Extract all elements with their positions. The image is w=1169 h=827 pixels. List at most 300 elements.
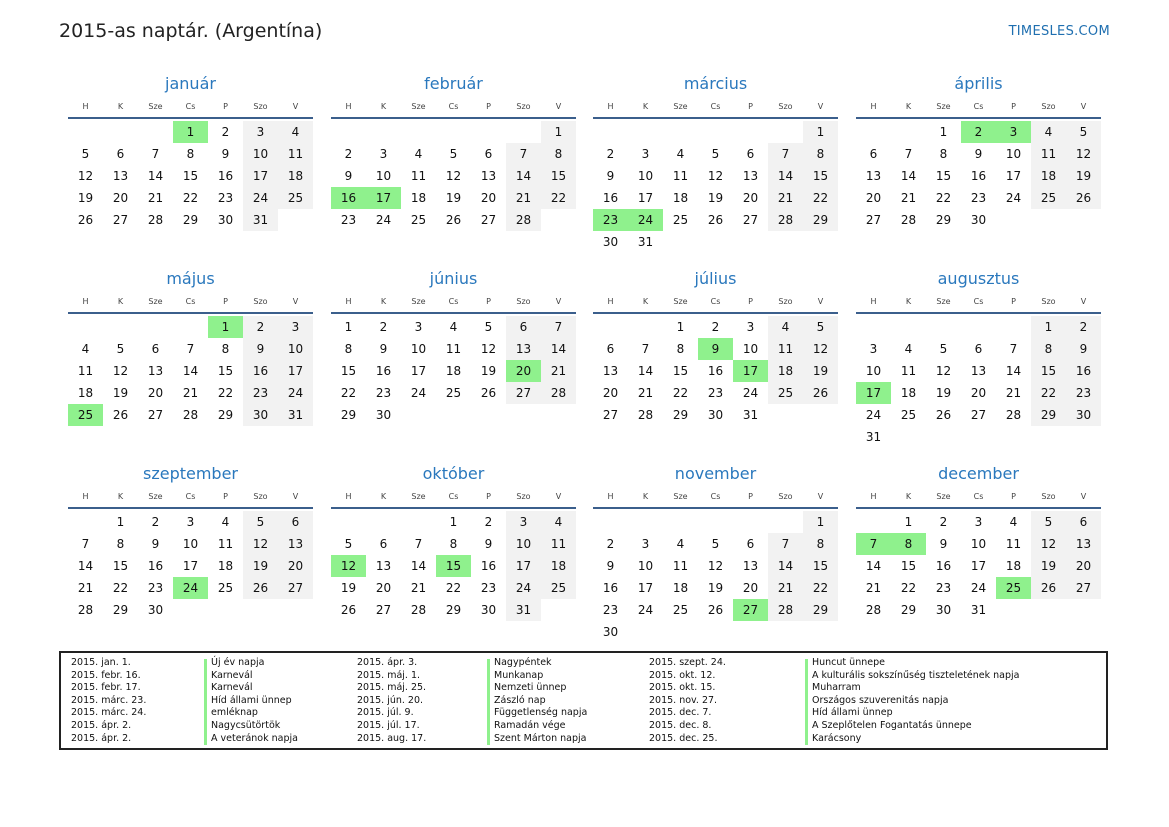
empty-cell <box>471 121 506 143</box>
day-cell: 4 <box>1031 121 1066 143</box>
day-cell: 30 <box>1066 404 1101 426</box>
day-cell: 26 <box>707 603 724 617</box>
day-cell: 28 <box>768 599 803 621</box>
header-divider <box>856 507 1101 509</box>
legend-color-bar <box>204 659 207 745</box>
day-cell: 3 <box>641 147 650 161</box>
day-cell: 23 <box>935 581 952 595</box>
empty-cell <box>856 316 891 338</box>
weekday-label: Szo <box>516 491 531 501</box>
day-grid <box>331 511 576 621</box>
day-cell: 19 <box>243 555 278 577</box>
day-cell: 26 <box>707 213 724 227</box>
empty-cell <box>138 316 173 338</box>
day-cell: 29 <box>112 603 129 617</box>
day-cell: 5 <box>1031 511 1066 533</box>
day-cell: 5 <box>711 147 720 161</box>
day-cell: 9 <box>1066 338 1101 360</box>
day-cell: 7 <box>541 316 576 338</box>
day-cell: 8 <box>186 147 195 161</box>
day-grid <box>68 511 313 621</box>
day-cell: 3 <box>506 511 541 533</box>
day-cell: 6 <box>116 147 125 161</box>
weekday-label: Sze <box>936 296 951 306</box>
day-cell: 25 <box>1031 187 1066 209</box>
empty-cell <box>593 121 628 143</box>
day-cell: 12 <box>707 169 724 183</box>
day-cell: 7 <box>768 533 803 555</box>
month-name: február <box>424 74 483 93</box>
day-cell: 21 <box>768 577 803 599</box>
day-cell: 27 <box>147 408 164 422</box>
empty-cell <box>68 316 103 338</box>
day-cell: 9 <box>379 342 388 356</box>
day-cell: 8 <box>344 342 353 356</box>
month-name: október <box>422 464 485 483</box>
weekday-label: Sze <box>936 101 951 111</box>
day-cell: 13 <box>602 364 619 378</box>
holiday-day-cell: 17 <box>856 382 891 404</box>
day-cell: 15 <box>182 169 199 183</box>
weekday-label: V <box>1080 491 1087 501</box>
day-cell: 6 <box>506 316 541 338</box>
weekday-label: H <box>870 101 877 111</box>
month-name: augusztus <box>937 269 1020 288</box>
day-cell: 15 <box>803 555 838 577</box>
day-cell: 16 <box>375 364 392 378</box>
legend-holiday-name: Szent Márton napja <box>494 732 587 744</box>
weekday-label: Szo <box>253 101 268 111</box>
day-cell: 6 <box>1066 511 1101 533</box>
empty-cell <box>68 511 103 533</box>
day-cell: 27 <box>480 213 497 227</box>
day-cell: 9 <box>484 537 493 551</box>
holiday-day-cell: 24 <box>628 209 663 231</box>
empty-cell <box>698 121 733 143</box>
day-cell: 9 <box>974 147 983 161</box>
legend-date: 2015. jan. 1. <box>71 657 131 668</box>
legend-date: 2015. dec. 8. <box>649 720 712 731</box>
day-cell: 12 <box>707 559 724 573</box>
day-cell: 27 <box>970 408 987 422</box>
header-divider <box>856 312 1101 314</box>
day-cell: 10 <box>865 364 882 378</box>
day-cell: 26 <box>480 386 497 400</box>
header-divider <box>856 117 1101 119</box>
day-cell: 5 <box>243 511 278 533</box>
legend-color-bar <box>487 659 490 745</box>
weekday-label: K <box>380 101 387 111</box>
weekday-label: V <box>817 491 824 501</box>
day-cell: 5 <box>803 316 838 338</box>
day-cell: 7 <box>1009 342 1018 356</box>
day-grid <box>68 121 313 231</box>
weekday-label: V <box>1080 296 1087 306</box>
day-cell: 15 <box>1031 360 1066 382</box>
day-cell: 18 <box>410 191 427 205</box>
weekday-label: K <box>905 491 912 501</box>
day-cell: 3 <box>414 320 423 334</box>
day-cell: 25 <box>410 213 427 227</box>
month-május <box>68 267 313 426</box>
day-cell: 1 <box>939 125 948 139</box>
day-cell: 18 <box>541 555 576 577</box>
weekday-label: Szo <box>516 296 531 306</box>
month-január <box>68 72 313 231</box>
day-cell: 4 <box>541 511 576 533</box>
day-cell: 8 <box>803 533 838 555</box>
day-cell: 2 <box>344 147 353 161</box>
day-cell: 29 <box>803 599 838 621</box>
day-cell: 3 <box>243 121 278 143</box>
weekday-label: V <box>1080 101 1087 111</box>
day-cell: 31 <box>278 404 313 426</box>
day-cell: 4 <box>768 316 803 338</box>
weekday-label: P <box>1011 491 1016 501</box>
empty-cell <box>663 511 698 533</box>
day-cell: 23 <box>480 581 497 595</box>
legend-color-bar <box>805 659 808 745</box>
weekday-label: Sze <box>148 296 163 306</box>
empty-cell <box>663 121 698 143</box>
day-cell: 14 <box>768 555 803 577</box>
day-cell: 21 <box>506 187 541 209</box>
day-cell: 19 <box>1066 165 1101 187</box>
day-cell: 12 <box>803 338 838 360</box>
day-cell: 30 <box>147 603 164 617</box>
day-cell: 15 <box>541 165 576 187</box>
legend-holiday-name: Karnevál <box>211 682 253 694</box>
day-cell: 12 <box>243 533 278 555</box>
weekday-label: K <box>905 296 912 306</box>
weekday-label: Sze <box>411 296 426 306</box>
legend-date: 2015. márc. 24. <box>71 707 147 719</box>
day-cell: 6 <box>869 147 878 161</box>
day-cell: 24 <box>375 213 392 227</box>
day-cell: 22 <box>935 191 952 205</box>
day-cell: 4 <box>676 537 685 551</box>
day-cell: 15 <box>112 559 129 573</box>
day-cell: 14 <box>541 338 576 360</box>
day-cell: 2 <box>711 320 720 334</box>
day-cell: 22 <box>541 187 576 209</box>
header-divider <box>593 507 838 509</box>
empty-cell <box>593 511 628 533</box>
day-grid <box>593 121 838 253</box>
day-cell: 30 <box>935 603 952 617</box>
day-cell: 19 <box>340 581 357 595</box>
day-cell: 11 <box>410 169 427 183</box>
day-cell: 16 <box>1066 360 1101 382</box>
day-cell: 10 <box>278 338 313 360</box>
empty-cell <box>926 316 961 338</box>
month-name: szeptember <box>142 464 238 483</box>
weekday-label: K <box>117 101 124 111</box>
weekday-label: V <box>555 296 562 306</box>
day-cell: 23 <box>217 191 234 205</box>
weekday-label: Cs <box>710 101 721 111</box>
weekday-label: P <box>223 296 228 306</box>
month-november <box>593 462 838 643</box>
day-cell: 27 <box>602 408 619 422</box>
empty-cell <box>506 121 541 143</box>
month-name: július <box>694 269 737 288</box>
day-cell: 28 <box>1005 408 1022 422</box>
weekday-label: Cs <box>973 491 984 501</box>
day-cell: 27 <box>1066 577 1101 599</box>
empty-cell <box>891 316 926 338</box>
day-cell: 26 <box>1066 187 1101 209</box>
day-cell: 10 <box>970 537 987 551</box>
day-cell: 19 <box>707 191 724 205</box>
day-cell: 29 <box>340 408 357 422</box>
day-cell: 10 <box>243 143 278 165</box>
weekday-label: Cs <box>448 101 459 111</box>
weekday-label: K <box>380 491 387 501</box>
day-cell: 26 <box>112 408 129 422</box>
weekday-label: H <box>345 296 352 306</box>
day-cell: 31 <box>970 603 987 617</box>
day-cell: 12 <box>112 364 129 378</box>
day-cell: 6 <box>974 342 983 356</box>
day-cell: 12 <box>445 169 462 183</box>
day-cell: 8 <box>221 342 230 356</box>
day-cell: 5 <box>484 320 493 334</box>
day-cell: 1 <box>803 121 838 143</box>
page-title: 2015-as naptár. (Argentína) <box>59 20 323 42</box>
day-cell: 29 <box>217 408 234 422</box>
day-cell: 1 <box>676 320 685 334</box>
day-cell: 21 <box>541 360 576 382</box>
day-cell: 4 <box>278 121 313 143</box>
day-cell: 5 <box>939 342 948 356</box>
day-cell: 2 <box>221 125 230 139</box>
legend-holiday-name: Nagypéntek <box>494 657 552 668</box>
legend-date: 2015. szept. 24. <box>649 657 726 668</box>
holiday-day-cell: 7 <box>856 533 891 555</box>
day-cell: 29 <box>900 603 917 617</box>
day-cell: 13 <box>506 338 541 360</box>
day-grid <box>331 316 576 426</box>
empty-cell <box>733 121 768 143</box>
day-cell: 3 <box>746 320 755 334</box>
day-cell: 7 <box>414 537 423 551</box>
day-cell: 21 <box>865 581 882 595</box>
day-cell: 12 <box>480 342 497 356</box>
header-divider <box>331 117 576 119</box>
day-cell: 7 <box>506 143 541 165</box>
day-cell: 22 <box>340 386 357 400</box>
weekday-label: H <box>870 491 877 501</box>
day-cell: 19 <box>480 364 497 378</box>
day-cell: 16 <box>147 559 164 573</box>
month-name: december <box>938 464 1019 483</box>
day-cell: 1 <box>904 515 913 529</box>
weekday-header <box>593 291 838 311</box>
empty-cell <box>68 121 103 143</box>
weekday-label: V <box>292 101 299 111</box>
day-cell: 16 <box>602 581 619 595</box>
day-cell: 11 <box>672 559 689 573</box>
day-cell: 11 <box>77 364 94 378</box>
day-grid <box>68 316 313 426</box>
holiday-day-cell: 2 <box>961 121 996 143</box>
day-cell: 7 <box>768 143 803 165</box>
weekday-label: K <box>905 101 912 111</box>
empty-cell <box>366 121 401 143</box>
legend-holiday-name: Munkanap <box>494 669 544 681</box>
empty-cell <box>698 511 733 533</box>
legend-date: 2015. júl. 9. <box>357 707 414 719</box>
day-cell: 25 <box>672 213 689 227</box>
weekday-label: Sze <box>673 101 688 111</box>
day-cell: 14 <box>1005 364 1022 378</box>
day-cell: 26 <box>340 603 357 617</box>
day-cell: 29 <box>1031 404 1066 426</box>
day-cell: 16 <box>243 360 278 382</box>
brand-link[interactable]: TIMESLES.COM <box>1008 24 1110 39</box>
day-cell: 4 <box>449 320 458 334</box>
day-cell: 2 <box>606 147 615 161</box>
day-grid <box>331 121 576 231</box>
day-cell: 24 <box>506 577 541 599</box>
empty-cell <box>401 121 436 143</box>
day-cell: 12 <box>77 169 94 183</box>
weekday-label: V <box>817 101 824 111</box>
day-cell: 15 <box>935 169 952 183</box>
empty-cell <box>628 511 663 533</box>
holiday-day-cell: 17 <box>733 360 768 382</box>
day-cell: 11 <box>445 342 462 356</box>
day-cell: 18 <box>768 360 803 382</box>
empty-cell <box>856 121 891 143</box>
legend-holiday-name: Híd állami ünnep <box>211 694 292 706</box>
weekday-label: Sze <box>673 491 688 501</box>
weekday-label: P <box>748 491 753 501</box>
day-cell: 14 <box>637 364 654 378</box>
day-cell: 26 <box>445 213 462 227</box>
day-cell: 6 <box>746 147 755 161</box>
day-cell: 20 <box>480 191 497 205</box>
day-cell: 28 <box>637 408 654 422</box>
day-cell: 9 <box>606 169 615 183</box>
day-cell: 31 <box>865 430 882 444</box>
day-cell: 10 <box>637 169 654 183</box>
day-cell: 14 <box>865 559 882 573</box>
day-cell: 13 <box>278 533 313 555</box>
day-cell: 7 <box>641 342 650 356</box>
weekday-label: H <box>82 101 89 111</box>
day-cell: 13 <box>147 364 164 378</box>
weekday-label: P <box>1011 296 1016 306</box>
weekday-label: K <box>117 296 124 306</box>
day-grid <box>856 121 1101 231</box>
weekday-label: Cs <box>973 101 984 111</box>
day-cell: 5 <box>116 342 125 356</box>
day-cell: 25 <box>278 187 313 209</box>
weekday-header <box>856 486 1101 506</box>
day-cell: 3 <box>869 342 878 356</box>
day-cell: 21 <box>410 581 427 595</box>
empty-cell <box>401 511 436 533</box>
day-cell: 18 <box>672 191 689 205</box>
day-cell: 28 <box>182 408 199 422</box>
day-cell: 20 <box>278 555 313 577</box>
day-cell: 21 <box>147 191 164 205</box>
day-cell: 26 <box>1031 577 1066 599</box>
empty-cell <box>331 121 366 143</box>
day-cell: 10 <box>1005 147 1022 161</box>
day-cell: 14 <box>77 559 94 573</box>
day-cell: 13 <box>970 364 987 378</box>
legend-holiday-name: Karácsony <box>812 732 862 744</box>
day-cell: 11 <box>1031 143 1066 165</box>
empty-cell <box>436 121 471 143</box>
day-cell: 30 <box>970 213 987 227</box>
month-name: január <box>165 74 216 93</box>
day-cell: 7 <box>186 342 195 356</box>
empty-cell <box>768 511 803 533</box>
day-cell: 26 <box>935 408 952 422</box>
day-cell: 20 <box>865 191 882 205</box>
day-cell: 8 <box>116 537 125 551</box>
weekday-label: P <box>486 101 491 111</box>
day-cell: 2 <box>939 515 948 529</box>
day-cell: 26 <box>77 213 94 227</box>
holiday-day-cell: 23 <box>593 209 628 231</box>
legend-holiday-name: Új év napja <box>211 657 265 668</box>
day-cell: 3 <box>641 537 650 551</box>
weekday-label: P <box>748 101 753 111</box>
day-cell: 23 <box>602 603 619 617</box>
weekday-header <box>331 291 576 311</box>
empty-cell <box>628 316 663 338</box>
weekday-label: P <box>1011 101 1016 111</box>
day-cell: 10 <box>506 533 541 555</box>
day-cell: 16 <box>935 559 952 573</box>
weekday-label: Cs <box>448 491 459 501</box>
day-cell: 17 <box>637 191 654 205</box>
day-cell: 27 <box>506 382 541 404</box>
day-cell: 29 <box>935 213 952 227</box>
day-cell: 28 <box>541 382 576 404</box>
day-cell: 13 <box>742 169 759 183</box>
day-cell: 19 <box>935 386 952 400</box>
day-cell: 1 <box>344 320 353 334</box>
legend-holiday-name: Nagycsütörtök <box>211 720 281 731</box>
weekday-label: Cs <box>710 491 721 501</box>
day-cell: 3 <box>278 316 313 338</box>
day-cell: 23 <box>1066 382 1101 404</box>
day-cell: 5 <box>81 147 90 161</box>
legend-date: 2015. ápr. 2. <box>71 720 132 731</box>
holiday-day-cell: 3 <box>996 121 1031 143</box>
day-cell: 15 <box>217 364 234 378</box>
day-cell: 16 <box>480 559 497 573</box>
weekday-label: Cs <box>185 101 196 111</box>
weekday-label: K <box>642 296 649 306</box>
weekday-header <box>593 96 838 116</box>
day-cell: 12 <box>1066 143 1101 165</box>
holiday-legend <box>59 651 1108 750</box>
day-cell: 13 <box>375 559 392 573</box>
day-cell: 20 <box>970 386 987 400</box>
month-június <box>331 267 576 426</box>
header-divider <box>331 312 576 314</box>
day-cell: 29 <box>803 209 838 231</box>
empty-cell <box>891 121 926 143</box>
weekday-label: Cs <box>185 491 196 501</box>
